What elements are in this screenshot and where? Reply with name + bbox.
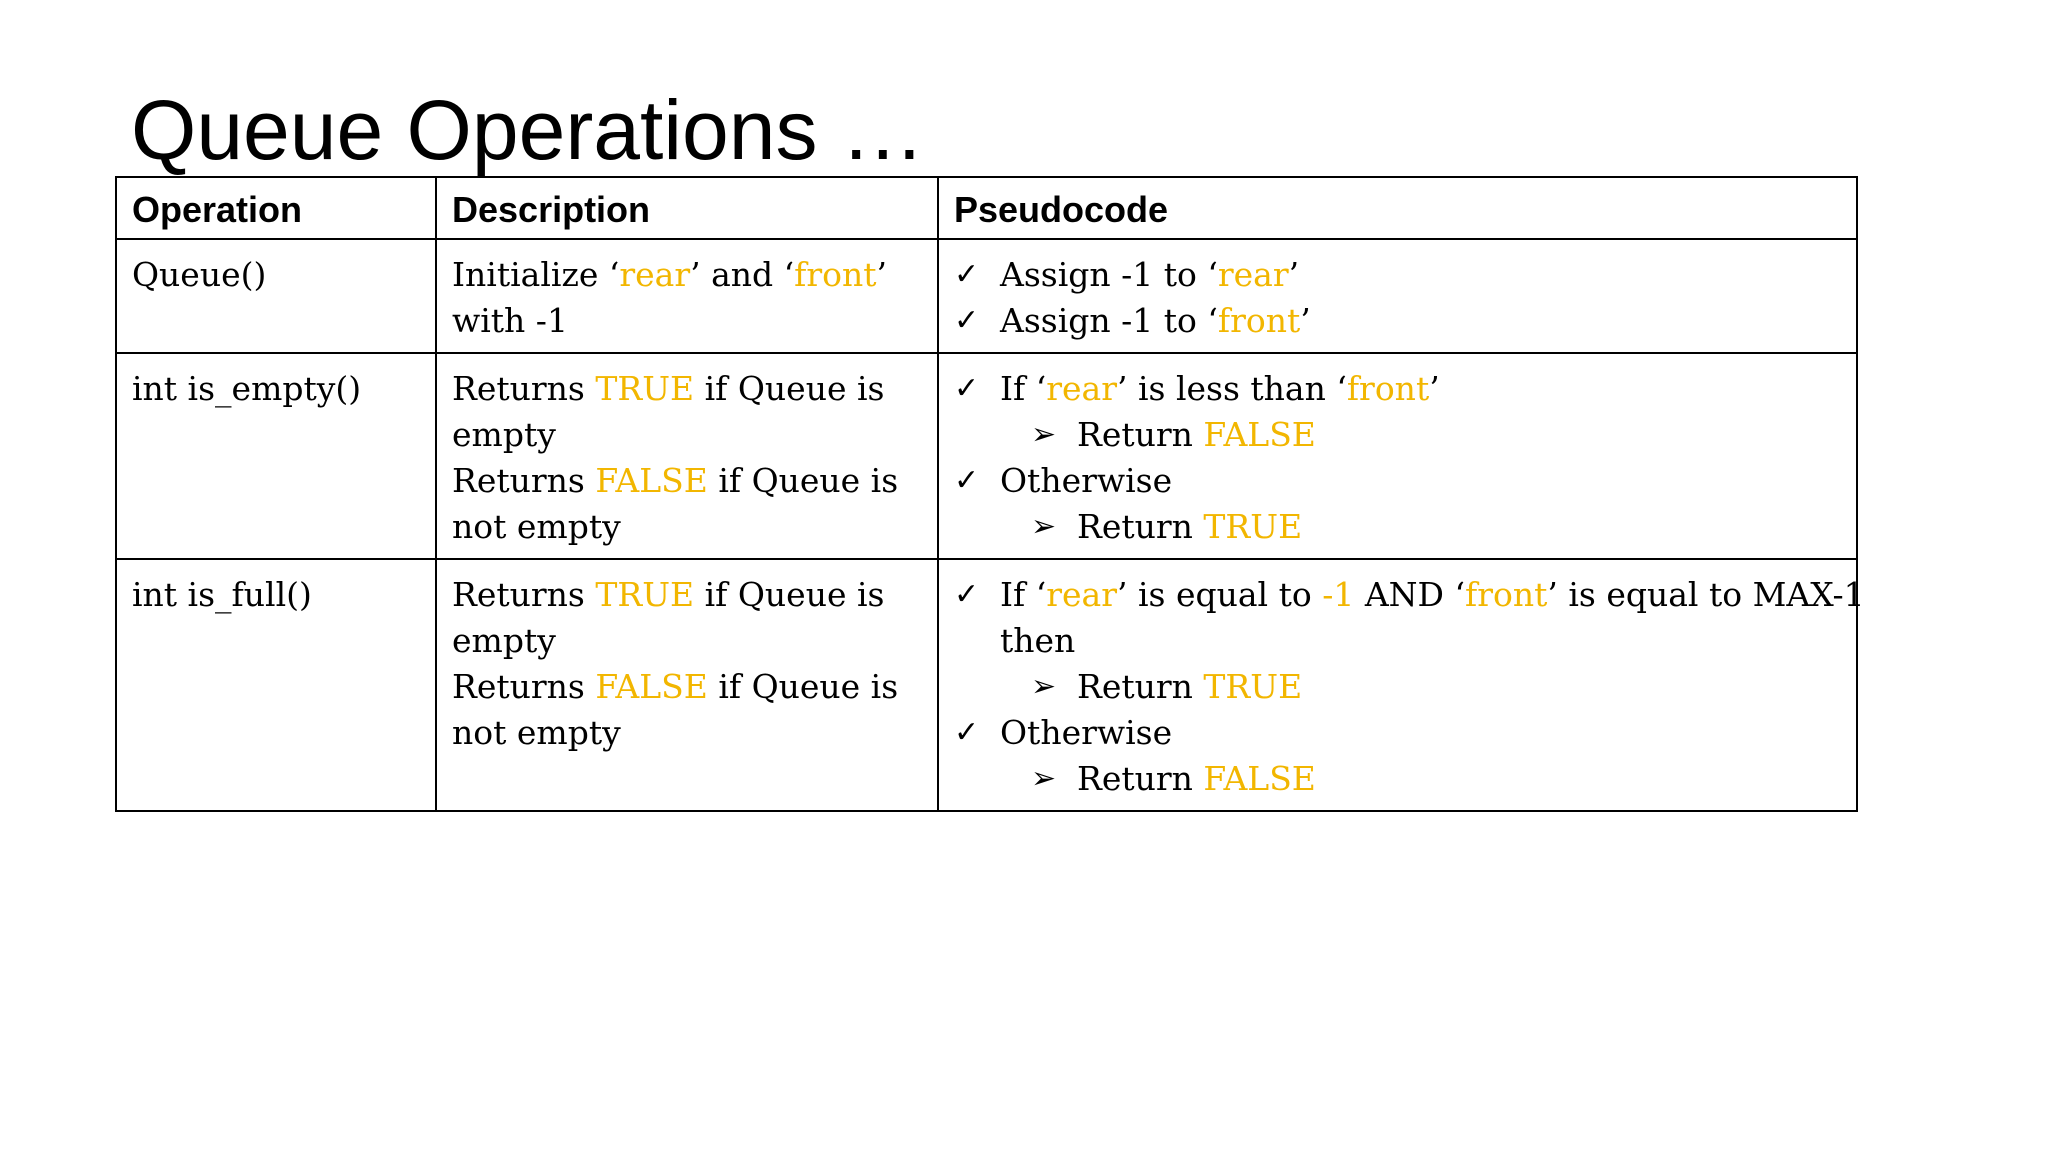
text-fragment: ’ is equal to [1117,575,1323,614]
highlight-text: FALSE [595,461,708,500]
arrowhead-icon: ➢ [1031,669,1057,704]
highlight-text: front [1465,575,1548,614]
pseudo-step [954,298,1842,344]
description-line: not empty [452,507,621,546]
operation-cell: int is_full() [116,559,436,811]
pseudo-substep [954,504,1842,550]
highlight-text: rear [619,255,691,294]
text-fragment: ’ and ‘ [690,255,795,294]
text-fragment: ’ [1300,301,1311,340]
table-row-is-empty [116,353,1857,559]
pseudo-step [954,366,1842,412]
operation-cell: Queue() [116,239,436,353]
text-fragment: Returns [452,575,596,614]
highlight-text: front [1217,301,1301,340]
text-fragment: if Queue is [694,575,885,614]
description-line: empty [452,621,556,660]
checkmark-icon: ✓ [954,257,980,292]
description-line: empty [452,415,556,454]
text-fragment: ’ [876,255,887,294]
highlight-text: TRUE [595,369,695,408]
highlight-text: rear [1046,369,1117,408]
text-fragment: ’ is less than ‘ [1117,369,1347,408]
text-fragment: Returns [452,461,596,500]
text-fragment: ’ [1288,255,1300,294]
slide-title: Queue Operations … [131,83,925,177]
text-fragment: Initialize ‘ [452,255,620,294]
pseudo-substep [954,756,1842,802]
pseudo-substep [954,664,1842,710]
highlight-text: FALSE [1203,415,1316,454]
pseudo-step [954,710,1842,756]
description-line [452,458,923,504]
text-fragment: Return [1077,507,1204,546]
highlight-text: front [1346,369,1430,408]
highlight-text: FALSE [1203,759,1316,798]
description-line [452,366,923,412]
highlight-text: -1 [1322,575,1355,614]
table-row-queue [116,239,1857,353]
text-fragment: Return [1077,667,1204,706]
description-cell [436,559,938,811]
text-fragment: if Queue is [707,667,899,706]
highlight-text: TRUE [1203,667,1303,706]
pseudo-line [1000,572,1865,618]
text-fragment: if Queue is [707,461,899,500]
pseudo-substep [954,412,1842,458]
header-description: Description [436,177,938,239]
highlight-text: FALSE [595,667,708,706]
text-fragment: Return [1077,759,1204,798]
pseudocode-cell [938,239,1857,353]
description-line [452,664,923,710]
arrowhead-icon: ➢ [1031,761,1057,796]
checkmark-icon: ✓ [954,371,980,406]
pseudo-line: then [1000,621,1076,660]
highlight-text: TRUE [595,575,695,614]
pseudo-step [954,252,1842,298]
highlight-text: rear [1046,575,1117,614]
checkmark-icon: ✓ [954,577,980,612]
description-line: not empty [452,713,621,752]
text-fragment: Returns [452,667,596,706]
arrowhead-icon: ➢ [1031,509,1057,544]
text-fragment: If ‘ [1000,369,1047,408]
description-line [452,252,923,298]
table-row-is-full [116,559,1857,811]
description-line: with -1 [452,301,568,340]
highlight-text: front [794,255,877,294]
text-fragment: if Queue is [694,369,885,408]
highlight-text: TRUE [1203,507,1303,546]
highlight-text: rear [1217,255,1289,294]
text-fragment: Returns [452,369,596,408]
description-cell [436,239,938,353]
text-fragment: Return [1077,415,1204,454]
pseudocode-cell [938,353,1857,559]
checkmark-icon: ✓ [954,463,980,498]
checkmark-icon: ✓ [954,715,980,750]
text-fragment: ’ [1429,369,1440,408]
pseudo-step [954,458,1842,504]
arrowhead-icon: ➢ [1031,417,1057,452]
checkmark-icon: ✓ [954,303,980,338]
text-fragment: If ‘ [1000,575,1047,614]
header-operation: Operation [116,177,436,239]
header-pseudocode: Pseudocode [938,177,1857,239]
pseudo-step [954,572,1865,664]
operations-table [115,176,1865,812]
description-line [452,572,923,618]
text-fragment: ’ is equal to MAX-1 [1547,575,1865,614]
text-fragment: Assign -1 to ‘ [1000,301,1218,340]
description-cell [436,353,938,559]
operation-cell: int is_empty() [116,353,436,559]
header-row [116,177,1857,239]
text-fragment: Otherwise [1000,713,1173,752]
text-fragment: AND ‘ [1354,575,1465,614]
text-fragment: Otherwise [1000,461,1173,500]
text-fragment: Assign -1 to ‘ [1000,255,1218,294]
pseudocode-cell [938,559,1865,811]
